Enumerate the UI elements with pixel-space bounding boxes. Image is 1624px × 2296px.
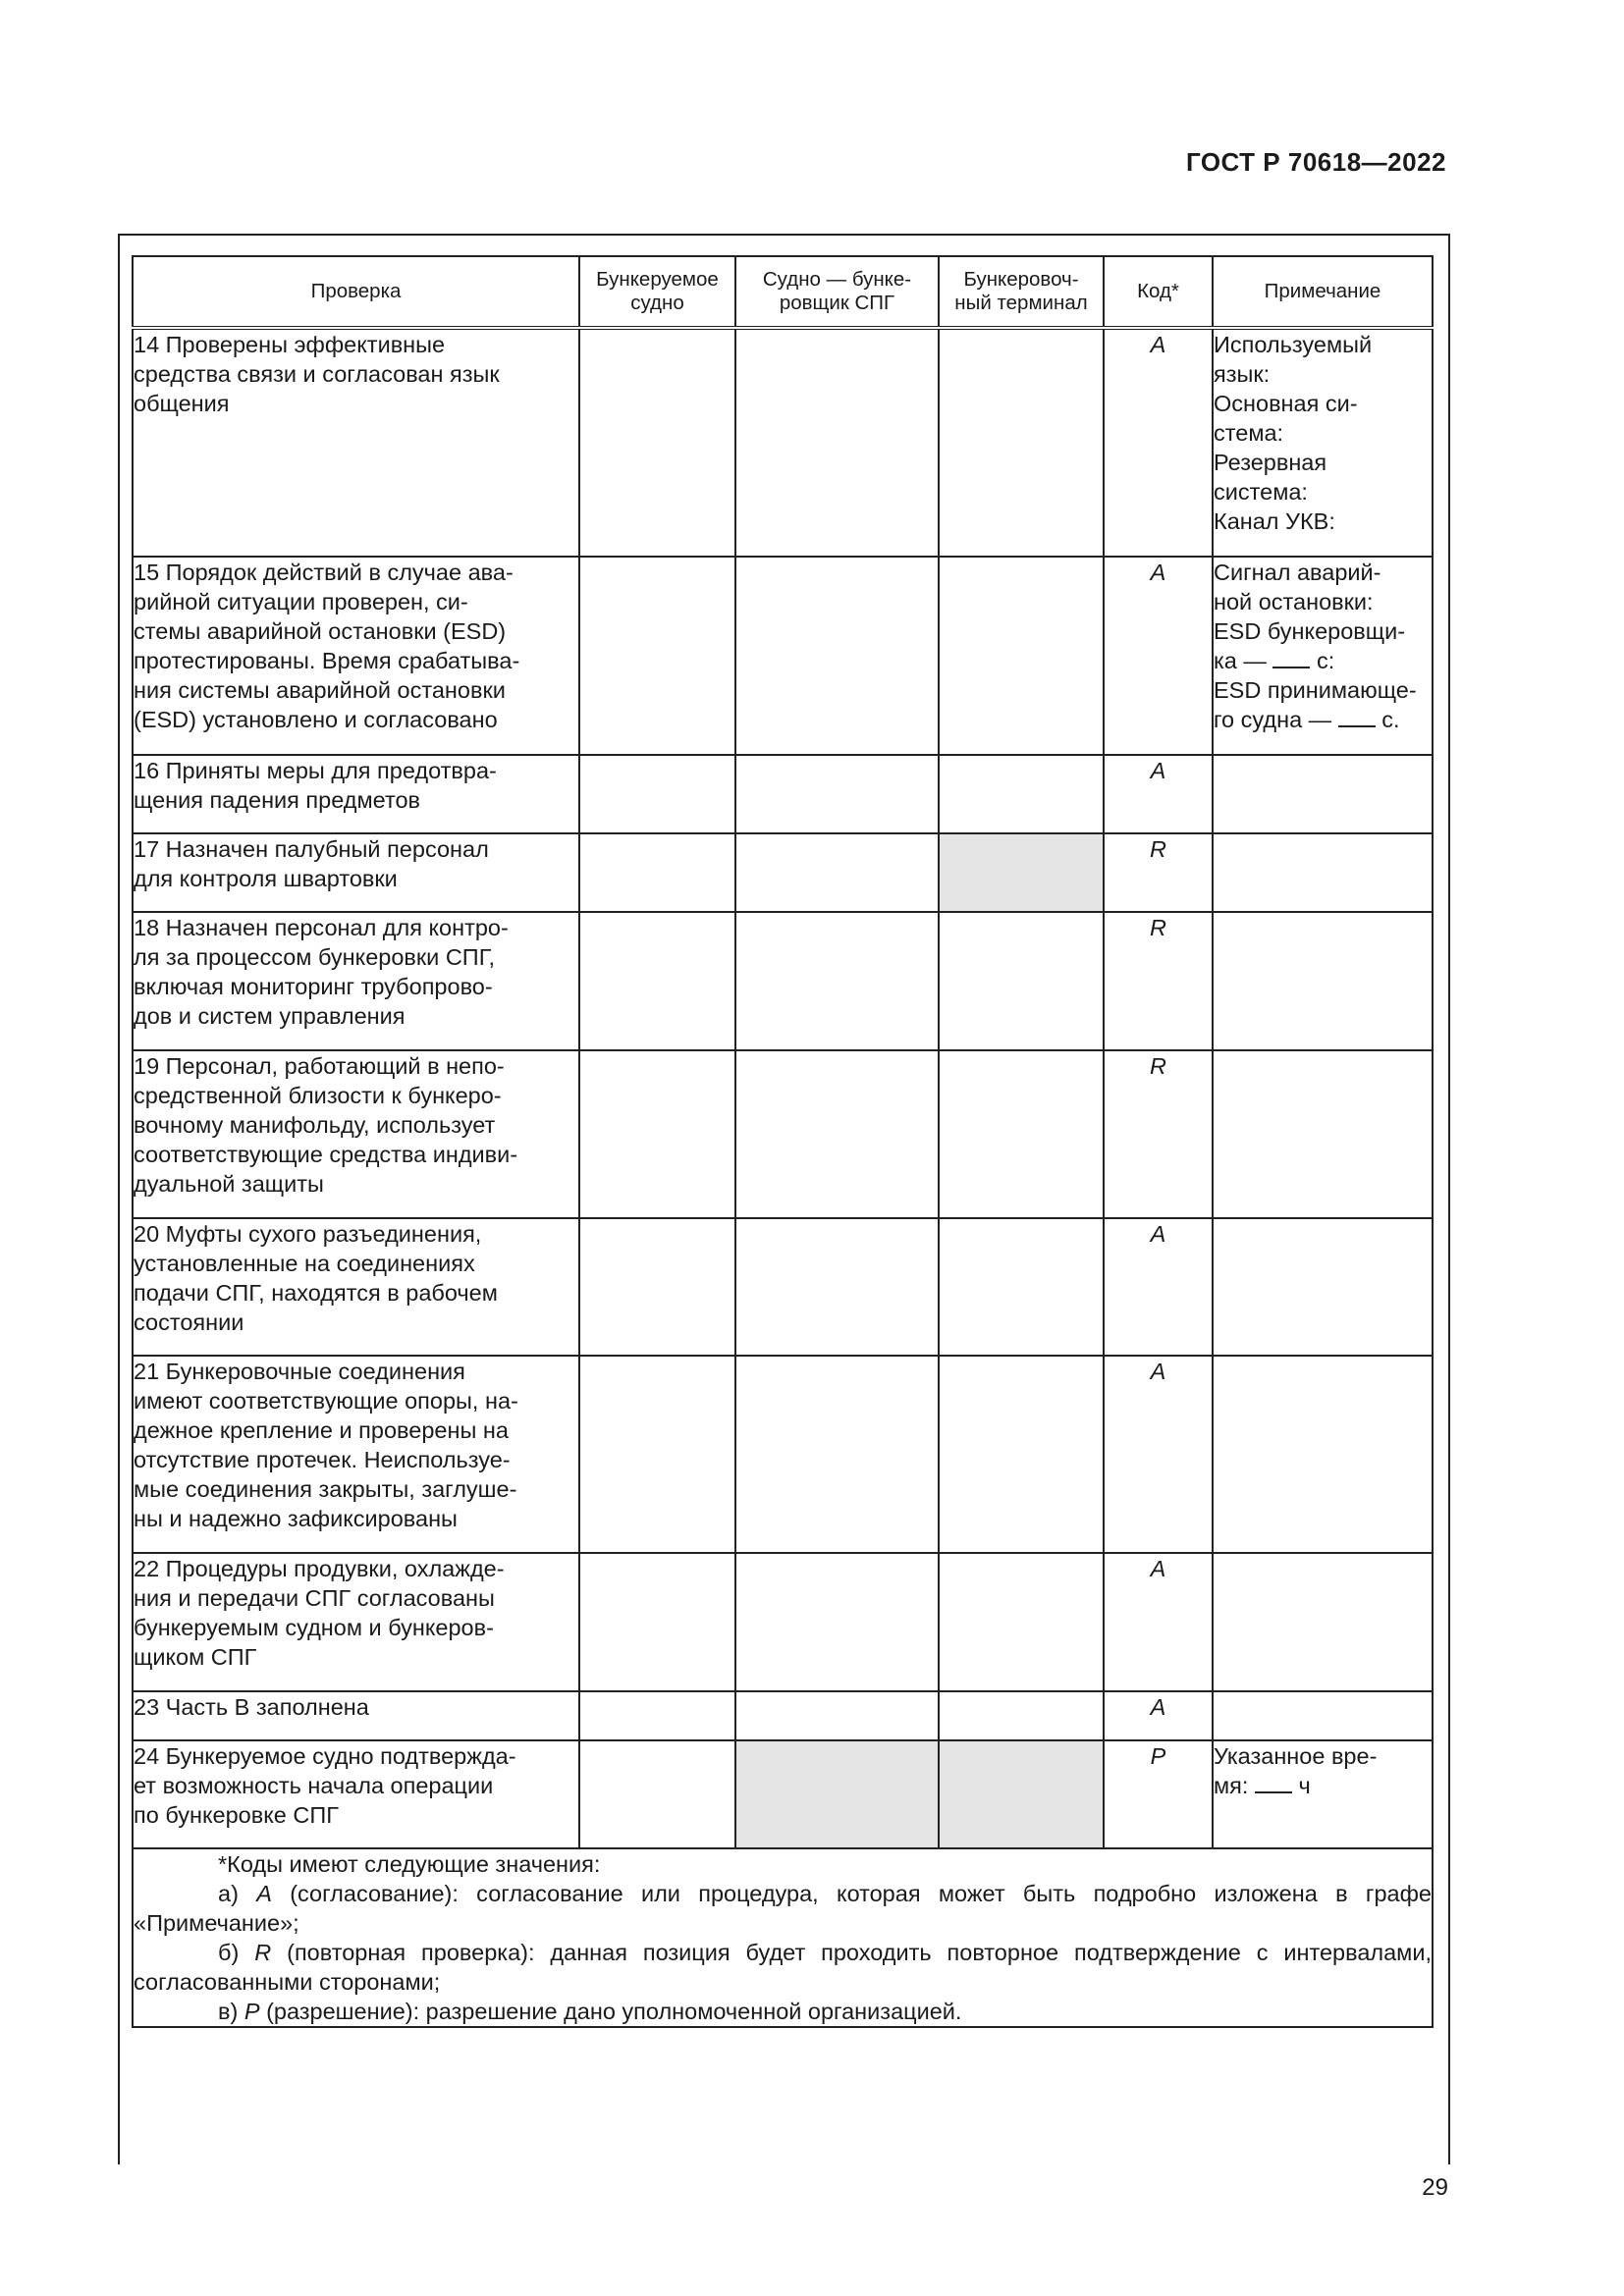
column-header-terminal: Бункеровоч- ный терминал	[939, 256, 1104, 328]
document-id: ГОСТ Р 70618—2022	[1185, 147, 1446, 177]
code-cell: A	[1104, 557, 1213, 755]
table-row	[133, 755, 1433, 833]
table-row	[133, 1218, 1433, 1356]
bunker-vessel-cell[interactable]	[735, 557, 939, 755]
table-row	[133, 557, 1433, 755]
code-cell: R	[1104, 1050, 1213, 1218]
receiving-vessel-cell[interactable]	[579, 755, 735, 833]
column-header-code: Код*	[1104, 256, 1213, 328]
code-cell: A	[1104, 1553, 1213, 1691]
terminal-cell[interactable]	[939, 1553, 1104, 1691]
terminal-cell[interactable]	[939, 328, 1104, 557]
terminal-cell[interactable]	[939, 755, 1104, 833]
terminal-cell[interactable]	[939, 1050, 1104, 1218]
note-cell	[1213, 1050, 1433, 1218]
bunker-vessel-cell[interactable]	[735, 833, 939, 912]
fill-in-blank[interactable]	[1255, 1772, 1292, 1793]
receiving-vessel-cell[interactable]	[579, 1050, 735, 1218]
column-header-receiving-vessel: Бункеруемое судно	[579, 256, 735, 328]
check-cell: 17 Назначен палубный персонал для контроля швартовки	[133, 833, 579, 912]
note-cell	[1213, 912, 1433, 1050]
terminal-cell[interactable]	[939, 1691, 1104, 1740]
table-row	[133, 1740, 1433, 1848]
code-cell: A	[1104, 328, 1213, 557]
code-cell: P	[1104, 1740, 1213, 1848]
check-cell: 24 Бункеруемое судно подтвержда- ет возможность начала операции по бункеровке СПГ	[133, 1740, 579, 1848]
column-header-bunker-vessel: Судно — бунке- ровщик СПГ	[735, 256, 939, 328]
bunker-vessel-cell[interactable]	[735, 1050, 939, 1218]
table-header-row	[133, 256, 1433, 328]
terminal-cell[interactable]	[939, 557, 1104, 755]
bunker-vessel-cell[interactable]	[735, 1218, 939, 1356]
receiving-vessel-cell[interactable]	[579, 328, 735, 557]
footnote	[133, 1848, 1433, 2027]
footnote-intro: *Коды имеют следующие значения:	[218, 1851, 601, 1877]
receiving-vessel-cell[interactable]	[579, 1218, 735, 1356]
table-row	[133, 833, 1433, 912]
note-cell: Указанное вре- мя: ч	[1213, 1740, 1433, 1848]
bunker-vessel-cell[interactable]	[735, 912, 939, 1050]
code-cell: A	[1104, 1356, 1213, 1553]
page-number: 29	[1422, 2174, 1448, 2201]
code-cell: A	[1104, 1691, 1213, 1740]
bunker-vessel-cell[interactable]	[735, 1691, 939, 1740]
fill-in-blank[interactable]	[1338, 706, 1376, 727]
checklist-table	[132, 255, 1434, 2028]
note-cell	[1213, 1553, 1433, 1691]
check-cell: 16 Приняты меры для предотвра- щения падения предметов	[133, 755, 579, 833]
check-cell: 21 Бункеровочные соединения имеют соответствующие опоры, на- дежное крепление и проверены на отсутствие протечек. Неиспользуе- мые соединения закрыты, заглуше- ны и надежно зафиксированы	[133, 1356, 579, 1553]
code-cell: A	[1104, 1218, 1213, 1356]
receiving-vessel-cell[interactable]	[579, 912, 735, 1050]
terminal-cell[interactable]	[939, 1356, 1104, 1553]
check-cell: 14 Проверены эффективные средства связи и согласован язык общения	[133, 328, 579, 557]
note-cell	[1213, 1356, 1433, 1553]
receiving-vessel-cell[interactable]	[579, 833, 735, 912]
bunker-vessel-cell-shaded	[735, 1740, 939, 1848]
terminal-cell[interactable]	[939, 1218, 1104, 1356]
check-cell: 18 Назначен персонал для контро- ля за процессом бункеровки СПГ, включая мониторинг трубопрово- дов и систем управления	[133, 912, 579, 1050]
bunker-vessel-cell[interactable]	[735, 755, 939, 833]
note-cell	[1213, 1691, 1433, 1740]
check-cell: 19 Персонал, работающий в непо- средственной близости к бункеро- вочному манифольду, использует соответствующие средства индиви- дуальной защиты	[133, 1050, 579, 1218]
bunker-vessel-cell[interactable]	[735, 328, 939, 557]
table-row	[133, 912, 1433, 1050]
note-cell: Используемый язык: Основная си- стема: Резервная система: Канал УКВ:	[1213, 328, 1433, 557]
note-cell	[1213, 833, 1433, 912]
note-cell: Сигнал аварий- ной остановки: ESD бункеровщи- ка — с: ESD принимающе- го судна — с.	[1213, 557, 1433, 755]
check-cell: 23 Часть В заполнена	[133, 1691, 579, 1740]
bunker-vessel-cell[interactable]	[735, 1553, 939, 1691]
table-row	[133, 1356, 1433, 1553]
column-header-check: Проверка	[133, 256, 579, 328]
table-row	[133, 1553, 1433, 1691]
receiving-vessel-cell[interactable]	[579, 557, 735, 755]
table-row	[133, 1050, 1433, 1218]
footnote-row	[133, 1848, 1433, 2027]
receiving-vessel-cell[interactable]	[579, 1691, 735, 1740]
terminal-cell-shaded	[939, 1740, 1104, 1848]
receiving-vessel-cell[interactable]	[579, 1553, 735, 1691]
column-header-note: Примечание	[1213, 256, 1433, 328]
code-cell: R	[1104, 833, 1213, 912]
code-cell: A	[1104, 755, 1213, 833]
note-cell	[1213, 1218, 1433, 1356]
check-cell: 20 Муфты сухого разъединения, установленные на соединениях подачи СПГ, находятся в рабочем состоянии	[133, 1218, 579, 1356]
table-row	[133, 328, 1433, 557]
terminal-cell-shaded	[939, 833, 1104, 912]
footnote-item-a: а) A (согласование): согласование или процедура, которая может быть подробно изложена в графе «Примечание»;	[134, 1881, 1432, 1936]
footnote-item-b: б) R (повторная проверка): данная позиция будет проходить повторное подтверждение с интервалами, согласованными сторонами;	[134, 1940, 1432, 1995]
receiving-vessel-cell[interactable]	[579, 1356, 735, 1553]
fill-in-blank[interactable]	[1272, 647, 1310, 668]
receiving-vessel-cell[interactable]	[579, 1740, 735, 1848]
check-cell: 22 Процедуры продувки, охлажде- ния и передачи СПГ согласованы бункеруемым судном и бункеров- щиком СПГ	[133, 1553, 579, 1691]
table-row	[133, 1691, 1433, 1740]
footnote-item-c: в) P (разрешение): разрешение дано уполномоченной организацией.	[218, 1999, 962, 2024]
bunker-vessel-cell[interactable]	[735, 1356, 939, 1553]
terminal-cell[interactable]	[939, 912, 1104, 1050]
code-cell: R	[1104, 912, 1213, 1050]
note-cell	[1213, 755, 1433, 833]
check-cell: 15 Порядок действий в случае ава- рийной ситуации проверен, си- стемы аварийной остановки (ESD) протестированы. Время срабатыва- ния системы аварийной остановки (ESD) установлено и согласовано	[133, 557, 579, 755]
